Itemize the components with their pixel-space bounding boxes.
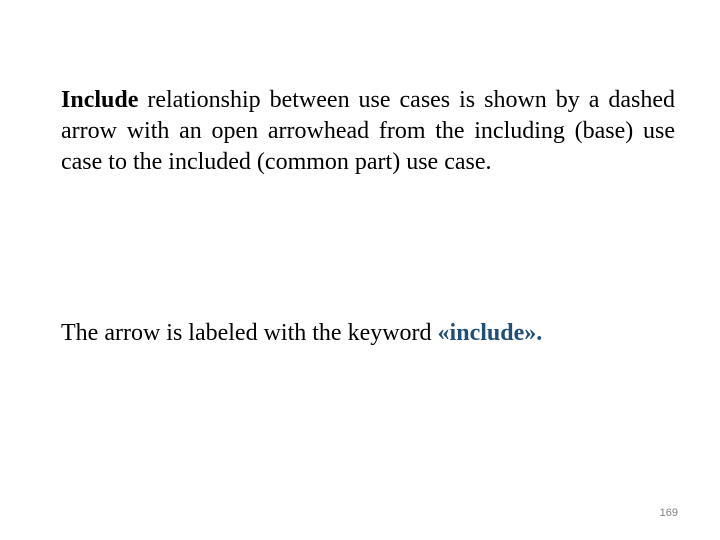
page-number: 169 xyxy=(659,507,678,519)
include-term: Include xyxy=(61,87,139,113)
include-definition-paragraph xyxy=(61,85,675,178)
keyword-intro-text: The arrow is labeled with the keyword xyxy=(61,320,438,346)
include-definition-text: relationship between use cases is shown by a dashed arrow with an open arrowhead from the including (base) use case to the included (common part) use case. xyxy=(61,87,675,175)
include-keyword: «include». xyxy=(437,320,543,346)
keyword-paragraph xyxy=(61,318,675,349)
